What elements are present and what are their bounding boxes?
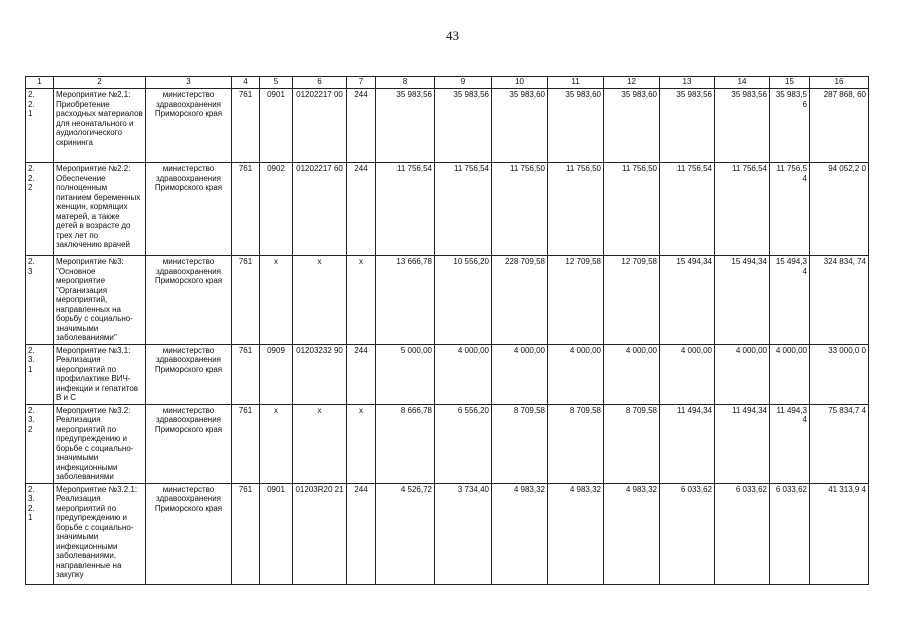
cell-c16: 33 000,0 0 xyxy=(810,344,869,404)
column-header-7: 7 xyxy=(347,77,376,89)
cell-c7: x xyxy=(347,404,376,483)
cell-c6: 01202217 60 xyxy=(293,163,347,256)
cell-c4: 761 xyxy=(232,163,260,256)
cell-c12: 11 756,50 xyxy=(604,163,660,256)
executor: министерство здравоохранения Приморского края xyxy=(146,256,232,345)
cell-c12: 4 983,32 xyxy=(604,483,660,584)
row-index-part: 3. xyxy=(28,355,35,364)
column-header-2: 2 xyxy=(54,77,146,89)
row-index-part: 3 xyxy=(28,266,33,276)
cell-c4: 761 xyxy=(232,404,260,483)
cell-c11: 35 983,60 xyxy=(548,89,604,163)
cell-c16: 41 313,9 4 xyxy=(810,483,869,584)
row-index-part: 2. xyxy=(28,345,35,355)
cell-c12: 12 709,58 xyxy=(604,256,660,345)
column-header-11: 11 xyxy=(548,77,604,89)
cell-c14: 6 033,62 xyxy=(715,483,770,584)
cell-c5: x xyxy=(260,256,293,345)
cell-c5: 0909 xyxy=(260,344,293,404)
row-index-part: 2. xyxy=(28,257,35,266)
cell-c9: 11 756,54 xyxy=(435,163,492,256)
row-index xyxy=(26,344,54,404)
activity-name: Мероприятие №3.2.1: Реализация мероприятий по предупреждению и борьбе с социально-значимыми инфекционными заболеваниями, направленные на закупку xyxy=(54,483,146,584)
cell-c16: 94 052,2 0 xyxy=(810,163,869,256)
activity-name: Мероприятие №2.1: Приобретение расходных материалов для неонатального и аудиологического скрининга xyxy=(54,89,146,163)
table-row xyxy=(26,344,869,404)
cell-c6: 01203R20 21 xyxy=(293,483,347,584)
cell-c10: 4 983,32 xyxy=(492,483,548,584)
row-index-part: 1 xyxy=(28,513,33,522)
column-header-8: 8 xyxy=(376,77,435,89)
cell-c4: 761 xyxy=(232,344,260,404)
cell-c10: 228 709,58 xyxy=(492,256,548,345)
column-header-15: 15 xyxy=(770,77,810,89)
cell-c8: 8 666,78 xyxy=(376,404,435,483)
column-header-6: 6 xyxy=(293,77,347,89)
cell-c4: 761 xyxy=(232,89,260,163)
cell-c4: 761 xyxy=(232,483,260,584)
executor: министерство здравоохранения Приморского края xyxy=(146,404,232,483)
cell-c8: 35 983,56 xyxy=(376,89,435,163)
cell-c6: 01202217 00 xyxy=(293,89,347,163)
table-row xyxy=(26,163,869,256)
cell-c11: 4 000,00 xyxy=(548,344,604,404)
column-header-13: 13 xyxy=(660,77,715,89)
column-header-10: 10 xyxy=(492,77,548,89)
row-index xyxy=(26,256,54,345)
table-row xyxy=(26,404,869,483)
cell-c16: 75 834,7 4 xyxy=(810,404,869,483)
cell-c11: 4 983,32 xyxy=(548,483,604,584)
table-row xyxy=(26,256,869,345)
row-index-part: 2 xyxy=(28,424,33,434)
cell-c13: 15 494,34 xyxy=(660,256,715,345)
executor: министерство здравоохранения Приморского края xyxy=(146,344,232,404)
cell-c12: 35 983,60 xyxy=(604,89,660,163)
cell-c9: 6 556,20 xyxy=(435,404,492,483)
activity-name: Мероприятие №3: "Основное мероприятие "Организация мероприятий, направленных на борьбу с социально-значимыми заболеваниями" xyxy=(54,256,146,345)
row-index xyxy=(26,483,54,584)
cell-c11: 11 756,50 xyxy=(548,163,604,256)
cell-c7: 244 xyxy=(347,344,376,404)
cell-c14: 15 494,34 xyxy=(715,256,770,345)
row-index-part: 2. xyxy=(28,164,35,173)
cell-c10: 8 709,58 xyxy=(492,404,548,483)
cell-c12: 4 000,00 xyxy=(604,344,660,404)
cell-c9: 4 000,00 xyxy=(435,344,492,404)
budget-table xyxy=(25,76,869,585)
cell-c8: 11 756,54 xyxy=(376,163,435,256)
cell-c10: 11 756,50 xyxy=(492,163,548,256)
page-number: 43 xyxy=(446,28,459,43)
cell-c7: 244 xyxy=(347,163,376,256)
row-index-part: 2 xyxy=(28,183,33,192)
cell-c13: 4 000,00 xyxy=(660,344,715,404)
cell-c8: 5 000,00 xyxy=(376,344,435,404)
cell-c5: 0902 xyxy=(260,163,293,256)
column-header-4: 4 xyxy=(232,77,260,89)
cell-c7: 244 xyxy=(347,89,376,163)
cell-c11: 12 709,58 xyxy=(548,256,604,345)
cell-c15: 6 033,62 xyxy=(770,483,810,584)
cell-c12: 8 709,58 xyxy=(604,404,660,483)
cell-c7: x xyxy=(347,256,376,345)
column-header-1: 1 xyxy=(26,77,54,89)
row-index-part: 3. xyxy=(28,494,35,503)
row-index-part: 1 xyxy=(28,364,33,374)
cell-c13: 6 033,62 xyxy=(660,483,715,584)
cell-c10: 4 000,00 xyxy=(492,344,548,404)
row-index-part: 2. xyxy=(28,173,35,183)
column-header-9: 9 xyxy=(435,77,492,89)
cell-c7: 244 xyxy=(347,483,376,584)
executor: министерство здравоохранения Приморского края xyxy=(146,163,232,256)
column-header-12: 12 xyxy=(604,77,660,89)
executor: министерство здравоохранения Приморского края xyxy=(146,89,232,163)
cell-c6: 01203232 90 xyxy=(293,344,347,404)
table-row xyxy=(26,483,869,584)
cell-c5: x xyxy=(260,404,293,483)
row-index-part: 2. xyxy=(28,90,35,99)
cell-c16: 324 834, 74 xyxy=(810,256,869,345)
row-index xyxy=(26,89,54,163)
cell-c6: x xyxy=(293,256,347,345)
cell-c16: 287 868, 60 xyxy=(810,89,869,163)
activity-name: Мероприятие №2.2: Обеспечение полноценным питанием беременных женщин, кормящих матерей, а также детей в возрасте до трех лет по заключению врачей xyxy=(54,163,146,256)
cell-c15: 4 000,00 xyxy=(770,344,810,404)
cell-c11: 8 709,58 xyxy=(548,404,604,483)
header-row xyxy=(26,77,869,89)
cell-c10: 35 983,60 xyxy=(492,89,548,163)
cell-c14: 4 000,00 xyxy=(715,344,770,404)
cell-c14: 11 494,34 xyxy=(715,404,770,483)
table-row xyxy=(26,89,869,163)
column-header-14: 14 xyxy=(715,77,770,89)
cell-c15: 11 494,3 4 xyxy=(770,404,810,483)
cell-c15: 35 983,5 6 xyxy=(770,89,810,163)
cell-c9: 3 734,40 xyxy=(435,483,492,584)
cell-c15: 11 756,5 4 xyxy=(770,163,810,256)
cell-c8: 4 526,72 xyxy=(376,483,435,584)
cell-c14: 11 756,54 xyxy=(715,163,770,256)
cell-c9: 10 556,20 xyxy=(435,256,492,345)
cell-c14: 35 983,56 xyxy=(715,89,770,163)
column-header-5: 5 xyxy=(260,77,293,89)
cell-c4: 761 xyxy=(232,256,260,345)
cell-c8: 13 666,78 xyxy=(376,256,435,345)
row-index-part: 2. xyxy=(28,484,35,494)
activity-name: Мероприятие №3.2: Реализация мероприятий по предупреждению и борьбе с социально-значимыми инфекционными заболеваниями xyxy=(54,404,146,483)
activity-name: Мероприятие №3.1: Реализация мероприятий по профилактике ВИЧ-инфекции и гепатитов В и С xyxy=(54,344,146,404)
cell-c13: 11 494,34 xyxy=(660,404,715,483)
cell-c5: 0901 xyxy=(260,483,293,584)
row-index-part: 2. xyxy=(28,503,35,513)
cell-c13: 35 983,56 xyxy=(660,89,715,163)
cell-c9: 35 983,56 xyxy=(435,89,492,163)
row-index-part: 2. xyxy=(28,405,35,415)
executor: министерство здравоохранения Приморского края xyxy=(146,483,232,584)
table-body xyxy=(26,89,869,585)
row-index-part: 2. xyxy=(28,99,35,109)
cell-c13: 11 756,54 xyxy=(660,163,715,256)
column-header-3: 3 xyxy=(146,77,232,89)
column-header-16: 16 xyxy=(810,77,869,89)
cell-c15: 15 494,3 4 xyxy=(770,256,810,345)
cell-c5: 0901 xyxy=(260,89,293,163)
row-index-part: 1 xyxy=(28,109,33,118)
row-index xyxy=(26,163,54,256)
cell-c6: x xyxy=(293,404,347,483)
row-index xyxy=(26,404,54,483)
row-index-part: 3. xyxy=(28,415,35,424)
